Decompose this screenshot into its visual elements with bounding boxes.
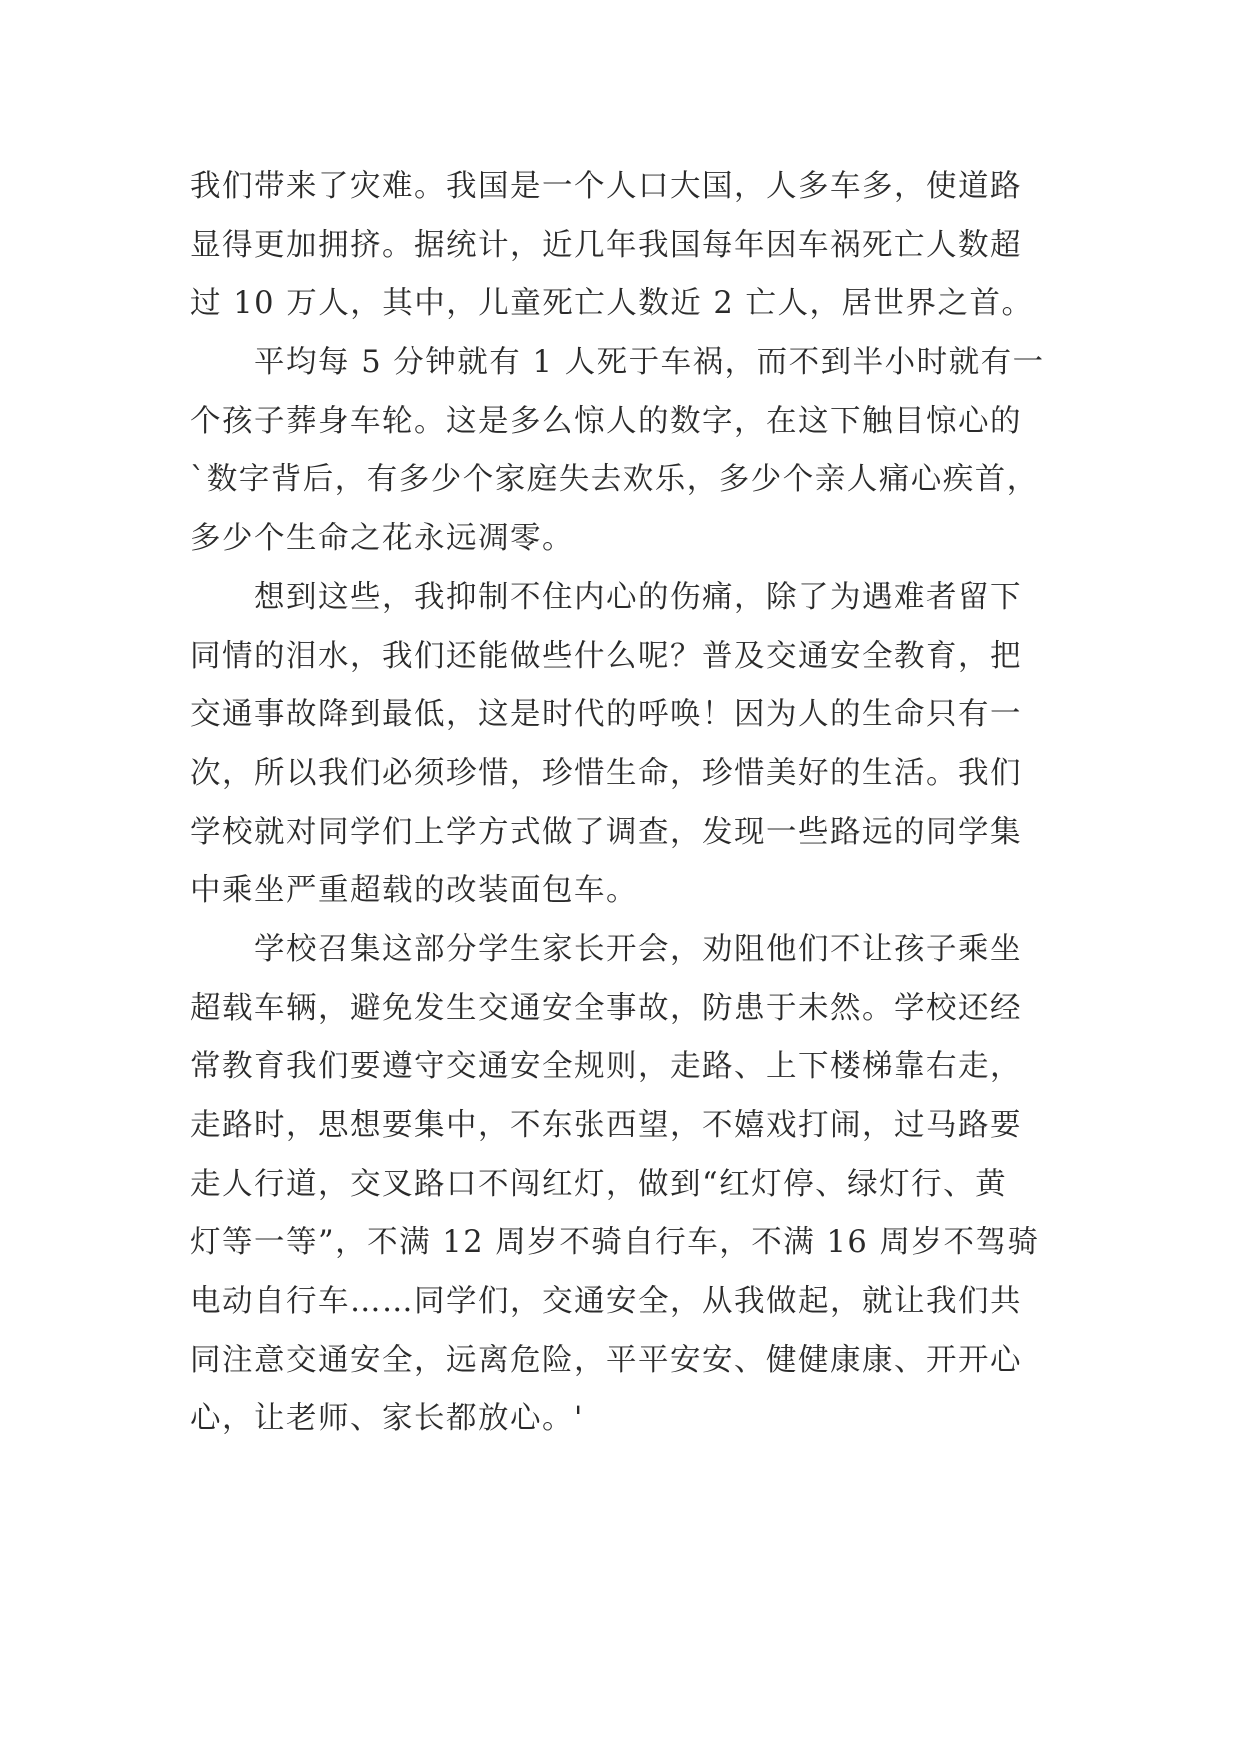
text-line: 走路时，思想要集中，不东张西望，不嬉戏打闹，过马路要	[190, 1108, 1022, 1143]
text-line: 中乘坐严重超载的改装面包车。	[190, 873, 638, 909]
text-line: 超载车辆，避免发生交通安全事故，防患于未然。学校还经	[190, 990, 1022, 1026]
text-line: 显得更加拥挤。据统计，近几年我国每年因车祸死亡人数超	[190, 227, 1022, 263]
text-line: 学校召集这部分学生家长开会，劝阻他们不让孩子乘坐	[190, 931, 1022, 967]
text-line: 平均每 5 分钟就有 1 人死于车祸，而不到半小时就有一	[190, 345, 1045, 381]
text-line: 走人行道，交叉路口不闯红灯，做到“红灯停、绿灯行、黄	[190, 1166, 1008, 1202]
text-line: 同注意交通安全，远离危险，平平安安、健健康康、开开心	[190, 1342, 1022, 1378]
text-line: 想到这些，我抑制不住内心的伤痛，除了为遇难者留下	[190, 579, 1022, 615]
text-line: 我们带来了灾难。我国是一个人口大国，人多车多，使道路	[190, 169, 1022, 204]
text-line: 常教育我们要遵守交通安全规则，走路、上下楼梯靠右走，	[190, 1049, 1022, 1085]
text-line: 电动自行车……同学们，交通安全，从我做起，就让我们共	[190, 1284, 1022, 1320]
text-line: 学校就对同学们上学方式做了调查，发现一些路远的同学集	[190, 814, 1022, 850]
text-line: 多少个生命之花永远凋零。	[190, 521, 574, 557]
text-line: 过 10 万人，其中，儿童死亡人数近 2 亡人，居世界之首。	[190, 286, 1034, 322]
text-line: `数字背后，有多少个家庭失去欢乐，多少个亲人痛心疾首，	[190, 462, 1039, 498]
body-text	[190, 158, 1050, 1449]
text-line: 交通事故降到最低，这是时代的呼唤！因为人的生命只有一	[190, 697, 1022, 733]
text-line: 心，让老师、家长都放心。'	[190, 1401, 584, 1437]
text-line: 同情的泪水，我们还能做些什么呢？普及交通安全教育，把	[190, 638, 1022, 674]
text-line: 灯等一等”，不满 12 周岁不骑自行车，不满 16 周岁不驾骑	[190, 1225, 1040, 1261]
text-line: 个孩子葬身车轮。这是多么惊人的数字，在这下触目惊心的	[190, 403, 1022, 439]
text-line: 次，所以我们必须珍惜，珍惜生命，珍惜美好的生活。我们	[190, 755, 1022, 791]
